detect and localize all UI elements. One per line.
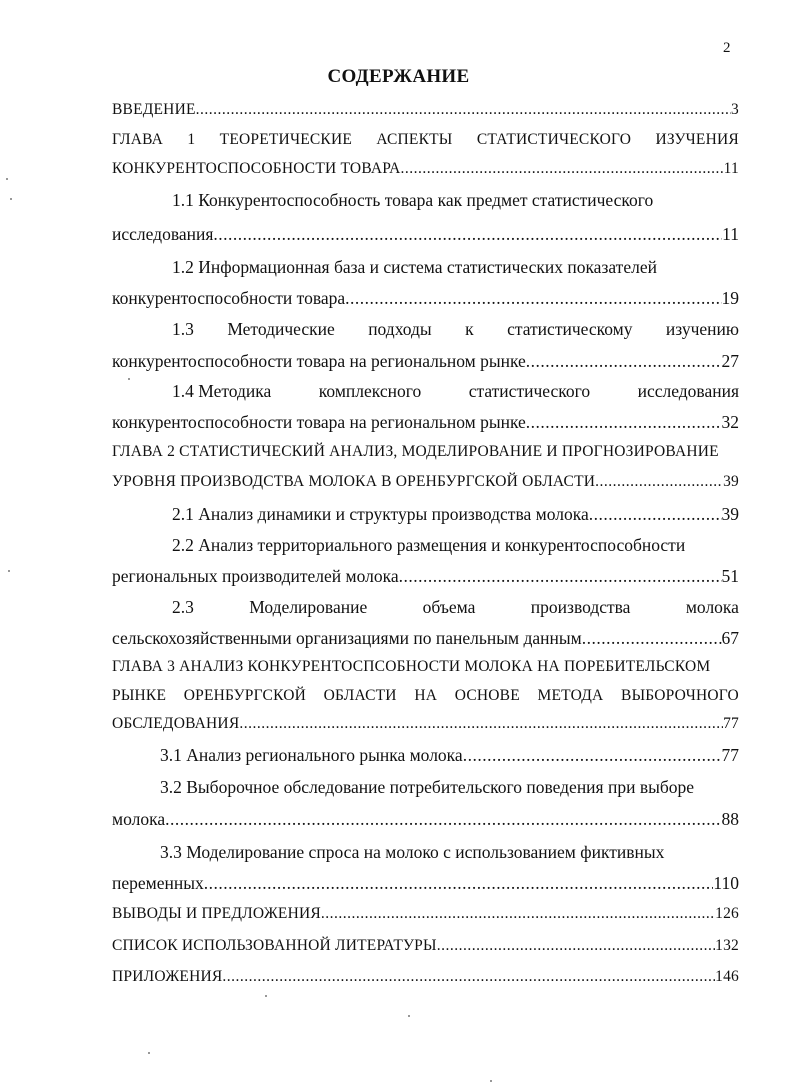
toc-page-number: 126	[715, 905, 739, 922]
word: изучению	[665, 319, 739, 339]
word: ОРЕНБУРГСКОЙ	[183, 687, 307, 704]
toc-entry-text: 3.2 Выборочное обследование потребительского поведения при выборе	[160, 777, 695, 797]
word: ОСНОВЕ	[454, 687, 520, 704]
toc-entry-text: УРОВНЯ ПРОИЗВОДСТВА МОЛОКА В ОРЕНБУРГСКОЙ ОБЛАСТИ	[112, 473, 596, 490]
toc-entry-text: ОБСЛЕДОВАНИЯ	[112, 715, 240, 732]
word: АСПЕКТЫ	[376, 131, 453, 148]
toc-entry-text: ВЫВОДЫ И ПРЕДЛОЖЕНИЯ	[112, 905, 321, 922]
leader-dots	[589, 502, 722, 526]
toc-section-1-3-line-2[interactable]	[112, 349, 739, 373]
toc-section-1-1-line-2[interactable]	[112, 222, 739, 246]
word: подходы	[368, 319, 432, 339]
leader-dots	[222, 965, 715, 989]
toc-entry-appendices[interactable]	[112, 965, 739, 989]
leader-dots	[463, 743, 722, 767]
toc-page-number: 132	[715, 937, 739, 954]
leader-dots	[204, 871, 714, 895]
toc-section-1-3-line-1[interactable]	[172, 317, 739, 341]
page-number: 2	[723, 40, 731, 56]
word: ВЫБОРОЧНОГО	[621, 687, 739, 704]
word: РЫНКЕ	[112, 687, 167, 704]
toc-entry-text: конкурентоспособности товара на региональном рынке	[112, 412, 526, 432]
toc-entry-text: 3.3 Моделирование спроса на молоко с использованием фиктивных	[160, 842, 665, 862]
leader-dots	[526, 349, 722, 373]
toc-chapter-1-line-2[interactable]	[112, 157, 739, 181]
toc-entry-conclusions[interactable]	[112, 902, 739, 926]
toc-entry-text: сельскохозяйственными организациями по панельным данным	[112, 628, 582, 648]
toc-entry-text: КОНКУРЕНТОСПОСОБНОСТИ ТОВАРА	[112, 160, 401, 177]
word: НА	[414, 687, 438, 704]
scan-speck	[408, 1015, 410, 1017]
toc-title: СОДЕРЖАНИЕ	[327, 66, 470, 87]
toc-page-number: 77	[723, 715, 739, 732]
word: статистическому	[507, 319, 633, 339]
toc-chapter-2-line-1[interactable]	[112, 440, 739, 464]
word: ТЕОРЕТИЧЕСКИЕ	[219, 131, 353, 148]
leader-dots	[165, 807, 721, 831]
toc-entry-text: 1.1 Конкурентоспособность товара как предмет статистического	[172, 190, 654, 210]
leader-dots	[321, 902, 715, 926]
toc-entry-text: ВВЕДЕНИЕ	[112, 101, 196, 118]
toc-section-1-1-line-1[interactable]	[172, 188, 739, 212]
toc-page-number: 88	[721, 809, 739, 829]
leader-dots	[437, 934, 715, 958]
toc-page-number: 39	[721, 504, 739, 524]
toc-section-1-4-line-2[interactable]	[112, 410, 739, 434]
toc-entry-text: ГЛАВА 3 АНАЛИЗ КОНКУРЕНТОСПСОБНОСТИ МОЛОКА НА ПОРЕБИТЕЛЬСКОМ	[112, 658, 711, 675]
toc-entry-intro[interactable]	[112, 98, 739, 122]
toc-section-2-2-line-2[interactable]	[112, 564, 739, 588]
word: ОБЛАСТИ	[323, 687, 397, 704]
scan-speck	[128, 378, 130, 380]
word: 1.3	[172, 319, 194, 339]
scan-speck	[6, 178, 8, 180]
leader-dots	[345, 286, 721, 310]
word: производства	[530, 597, 631, 617]
word: СТАТИСТИЧЕСКОГО	[476, 131, 632, 148]
word: 1.4 Методика	[172, 381, 272, 401]
toc-entry-text: ГЛАВА 2 СТАТИСТИЧЕСКИЙ АНАЛИЗ, МОДЕЛИРОВАНИЕ И ПРОГНОЗИРОВАНИЕ	[112, 443, 719, 460]
toc-page-number: 51	[721, 566, 739, 586]
toc-entry-text: ПРИЛОЖЕНИЯ	[112, 968, 223, 985]
toc-entry-text: переменных	[112, 873, 204, 893]
leader-dots	[582, 626, 722, 650]
toc-entry-text: 3.1 Анализ регионального рынка молока	[160, 745, 463, 765]
word: Методические	[227, 319, 335, 339]
toc-chapter-3-line-2[interactable]	[112, 684, 739, 708]
word: ГЛАВА	[112, 131, 164, 148]
toc-entry-text: конкурентоспособности товара	[112, 288, 346, 308]
scan-speck	[148, 1052, 150, 1054]
word: Моделирование	[249, 597, 368, 617]
scan-speck	[10, 198, 12, 200]
word: МЕТОДА	[537, 687, 604, 704]
toc-section-1-2-line-1[interactable]	[172, 255, 739, 279]
toc-section-3-2-line-2[interactable]	[112, 807, 739, 831]
toc-section-2-3-line-2[interactable]	[112, 626, 739, 650]
scan-speck	[265, 995, 267, 997]
toc-page-number: 19	[721, 288, 739, 308]
toc-entry-references[interactable]	[112, 934, 739, 958]
toc-page-number: 67	[721, 628, 739, 648]
word: статистического	[468, 381, 591, 401]
word: комплексного	[318, 381, 422, 401]
toc-page-number: 32	[721, 412, 739, 432]
toc-chapter-3-line-3[interactable]	[112, 712, 739, 736]
leader-dots	[213, 222, 722, 246]
toc-chapter-2-line-2[interactable]	[112, 470, 739, 494]
toc-section-1-2-line-2[interactable]	[112, 286, 739, 310]
word: 2.3	[172, 597, 194, 617]
toc-section-1-4-line-1[interactable]	[172, 379, 739, 403]
toc-page-number: 146	[715, 968, 739, 985]
scan-speck	[490, 1080, 492, 1082]
toc-entry-text: 2.1 Анализ динамики и структуры производства молока	[172, 504, 589, 524]
toc-page-number: 11	[722, 224, 739, 244]
toc-chapter-3-line-1[interactable]	[112, 655, 739, 679]
word: молока	[685, 597, 739, 617]
toc-page-number: 3	[731, 101, 739, 118]
toc-section-3-3-line-2[interactable]	[112, 871, 739, 895]
toc-entry-text: молока	[112, 809, 166, 829]
toc-page-number: 11	[723, 160, 739, 177]
toc-page-number: 27	[721, 351, 739, 371]
leader-dots	[401, 157, 724, 181]
toc-page-number: 39	[723, 473, 739, 490]
leader-dots	[196, 98, 731, 122]
word: объема	[422, 597, 476, 617]
toc-entry-text: исследования	[112, 224, 214, 244]
word: исследования	[637, 381, 739, 401]
toc-entry-text: региональных производителей молока	[112, 566, 399, 586]
toc-section-2-3-line-1[interactable]	[172, 595, 739, 619]
toc-page-number: 77	[721, 745, 739, 765]
toc-section-2-1[interactable]	[172, 502, 739, 526]
toc-section-2-2-line-1[interactable]	[172, 533, 739, 557]
toc-entry-text: СПИСОК ИСПОЛЬЗОВАННОЙ ЛИТЕРАТУРЫ	[112, 937, 437, 954]
toc-page-number: 110	[713, 873, 739, 893]
toc-entry-text: конкурентоспособности товара на региональном рынке	[112, 351, 526, 371]
toc-chapter-1-line-1[interactable]	[112, 128, 739, 152]
toc-entry-text: 2.2 Анализ территориального размещения и конкурентоспособности	[172, 535, 686, 555]
word: ИЗУЧЕНИЯ	[655, 131, 739, 148]
leader-dots	[595, 470, 723, 494]
scan-speck	[8, 570, 10, 572]
leader-dots	[399, 564, 722, 588]
word: 1	[187, 131, 196, 148]
toc-section-3-2-line-1[interactable]	[160, 775, 739, 799]
toc-entry-text: 1.2 Информационная база и система статистических показателей	[172, 257, 657, 277]
toc-section-3-1[interactable]	[160, 743, 739, 767]
word: к	[465, 319, 474, 339]
leader-dots	[239, 712, 723, 736]
leader-dots	[526, 410, 722, 434]
toc-section-3-3-line-1[interactable]	[160, 840, 739, 864]
